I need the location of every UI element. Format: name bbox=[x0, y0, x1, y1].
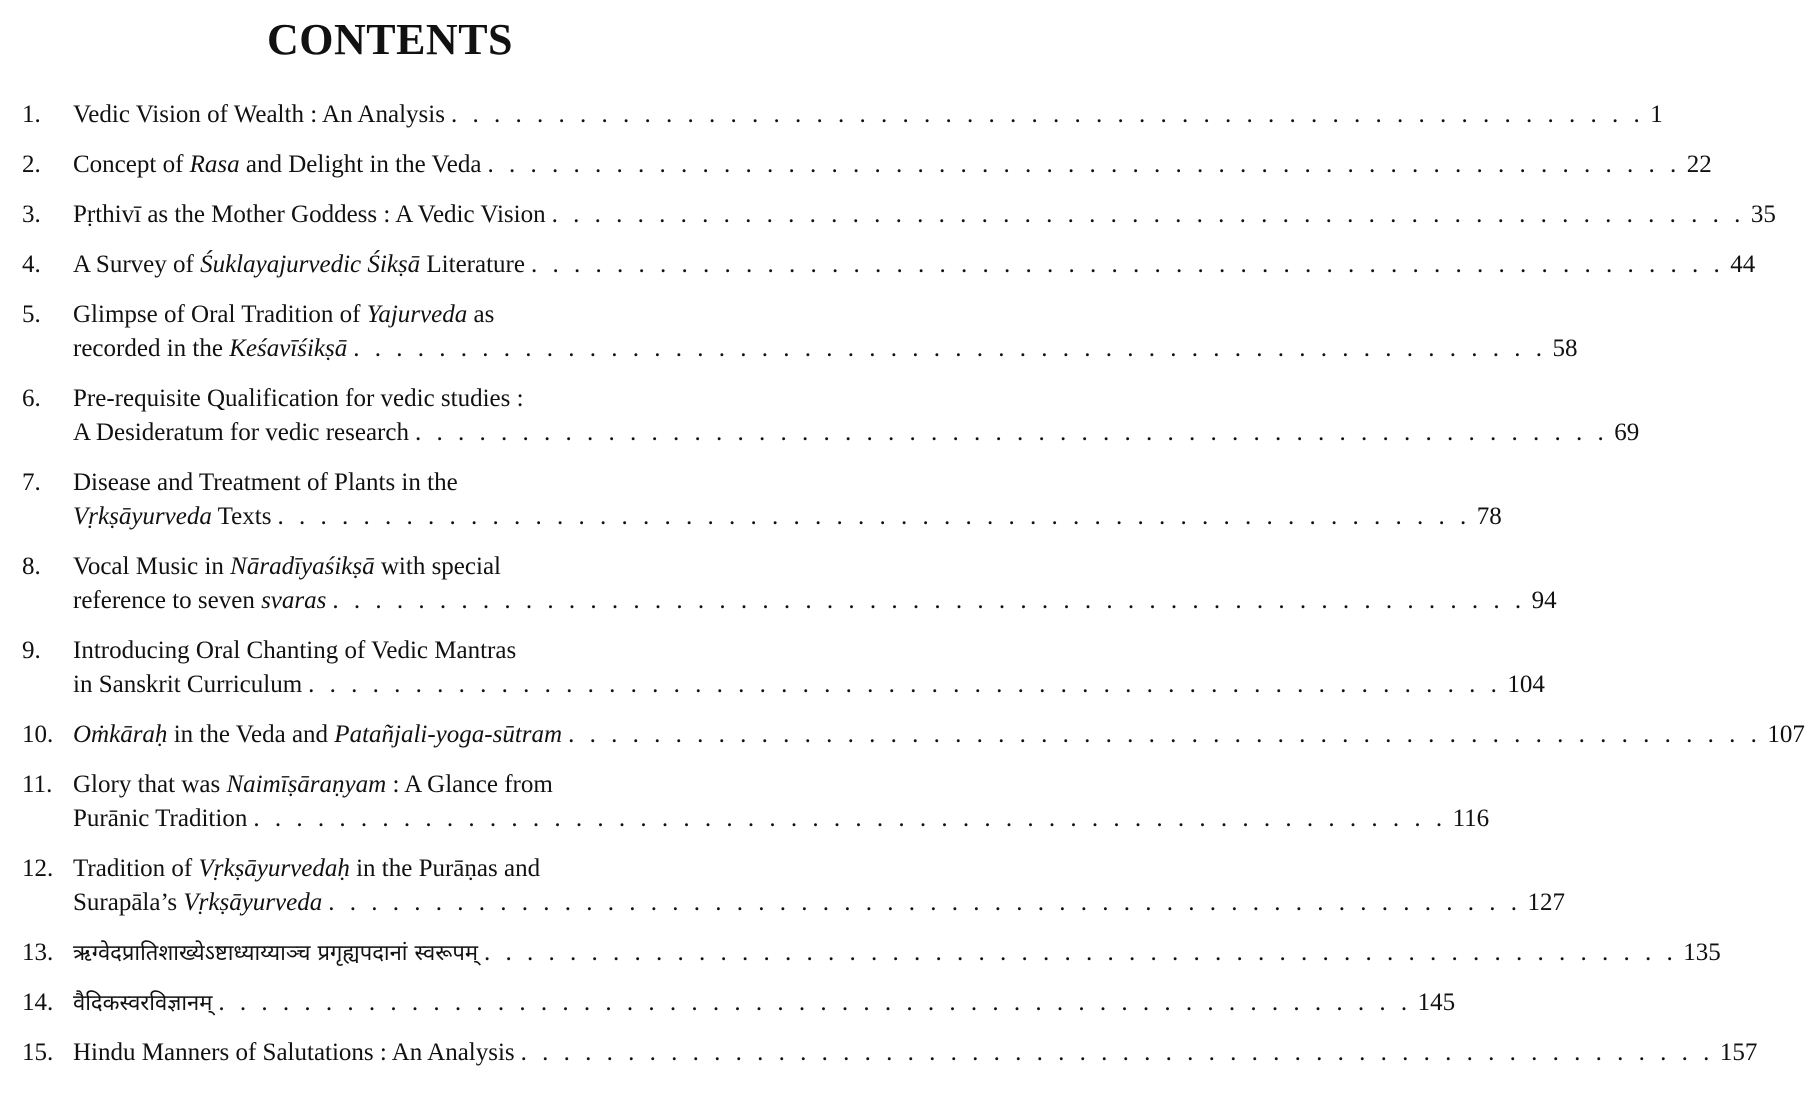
entry-title-line bbox=[73, 550, 743, 584]
entry-title-line bbox=[73, 416, 1640, 450]
entry-number: 10. bbox=[22, 721, 54, 748]
entry-number: 8. bbox=[22, 553, 41, 580]
entry-title-line bbox=[73, 1036, 1758, 1070]
entry-number: 4. bbox=[22, 251, 41, 278]
entry-title-line bbox=[73, 466, 743, 500]
toc-entry bbox=[0, 718, 1805, 752]
dot-leader: . . . . . . . . . . . . . . . . . . . . . . . . . . . . . . . . . . . . . . . . . . . . . . . . . . . . . . . . bbox=[218, 989, 1412, 1016]
entry-title bbox=[73, 936, 478, 970]
title-text: Introducing Oral Chanting of Vedic Mantras bbox=[73, 637, 517, 664]
page-number: 104 bbox=[1507, 671, 1545, 698]
italic-term: Yajurveda bbox=[366, 301, 468, 328]
entry-title bbox=[73, 768, 553, 802]
entry-title bbox=[73, 248, 525, 282]
entry-title-line bbox=[73, 500, 1502, 534]
page-number: 127 bbox=[1527, 889, 1565, 916]
toc-entry bbox=[0, 382, 1640, 450]
page-number: 135 bbox=[1683, 939, 1721, 966]
entry-title-line bbox=[73, 852, 743, 886]
italic-term: svaras bbox=[261, 587, 327, 614]
title-text: A Desideratum for vedic research bbox=[73, 419, 409, 446]
title-text: Vedic Vision of Wealth : An Analysis bbox=[73, 101, 445, 128]
entry-title bbox=[73, 382, 524, 416]
entry-number: 5. bbox=[22, 301, 41, 328]
dot-leader: . . . . . . . . . . . . . . . . . . . . . . . . . . . . . . . . . . . . . . . . . . . . . . . . . . . . . . . . bbox=[487, 151, 1681, 178]
italic-term: Śuklayajurvedic Śikṣā bbox=[200, 251, 421, 278]
title-text: Surapāla’s bbox=[73, 889, 184, 916]
entry-title bbox=[73, 852, 540, 886]
title-text: : A Glance from bbox=[386, 771, 553, 798]
page-number: 22 bbox=[1686, 151, 1712, 178]
title-text: Hindu Manners of Salutations : An Analysis bbox=[73, 1039, 515, 1066]
title-text: Disease and Treatment of Plants in the bbox=[73, 469, 458, 496]
toc-entry bbox=[0, 248, 1756, 282]
entry-number: 1. bbox=[22, 101, 41, 128]
title-text: A Survey of bbox=[73, 251, 201, 278]
entry-number: 3. bbox=[22, 201, 41, 228]
entry-title-line bbox=[73, 148, 1712, 182]
entry-title bbox=[73, 550, 501, 584]
dot-leader: . . . . . . . . . . . . . . . . . . . . . . . . . . . . . . . . . . . . . . . . . . . . . . . . . . . . . . . . bbox=[530, 251, 1725, 278]
dot-leader: . . . . . . . . . . . . . . . . . . . . . . . . . . . . . . . . . . . . . . . . . . . . . . . . . . . . . . . . bbox=[328, 889, 1522, 916]
title-text: Tradition of bbox=[73, 855, 199, 882]
dot-leader: . . . . . . . . . . . . . . . . . . . . . . . . . . . . . . . . . . . . . . . . . . . . . . . . . . . . . . . . bbox=[277, 503, 1471, 530]
entry-title-line bbox=[73, 986, 1456, 1020]
entry-title bbox=[73, 802, 247, 836]
title-text: with special bbox=[374, 553, 501, 580]
entry-title bbox=[73, 332, 347, 366]
entry-title-line bbox=[73, 382, 743, 416]
entry-title-line bbox=[73, 802, 1490, 836]
page-number: 145 bbox=[1417, 989, 1456, 1016]
title-text: Purānic Tradition bbox=[73, 805, 248, 832]
entry-title bbox=[73, 416, 409, 450]
page-number: 69 bbox=[1614, 419, 1640, 446]
dot-leader: . . . . . . . . . . . . . . . . . . . . . . . . . . . . . . . . . . . . . . . . . . . . . . . . . . . . . . . . bbox=[450, 101, 1645, 128]
page-title: CONTENTS bbox=[266, 15, 514, 64]
entry-number: 11. bbox=[22, 771, 53, 798]
title-text: Concept of bbox=[73, 151, 190, 178]
toc-entry bbox=[0, 98, 1663, 132]
entry-number: 2. bbox=[22, 151, 41, 178]
entry-number: 7. bbox=[22, 469, 41, 496]
title-text: as bbox=[467, 301, 495, 328]
entry-title-line bbox=[73, 248, 1756, 282]
dot-leader: . . . . . . . . . . . . . . . . . . . . . . . . . . . . . . . . . . . . . . . . . . . . . . . . . . . . . . . . bbox=[551, 201, 1745, 228]
italic-term: Keśavīśikṣā bbox=[229, 335, 348, 362]
toc-entry bbox=[0, 986, 1456, 1020]
italic-term: Vṛkṣāyurveda bbox=[73, 503, 212, 530]
toc-entry bbox=[0, 936, 1721, 970]
entry-title bbox=[73, 98, 445, 132]
title-text: Pṛthivī as the Mother Goddess : A Vedic Vision bbox=[73, 201, 546, 228]
italic-term: Patañjali-yoga-sūtram bbox=[334, 721, 563, 748]
title-text: Vocal Music in bbox=[73, 553, 231, 580]
entry-number: 12. bbox=[22, 855, 54, 882]
title-text: Pre-requisite Qualification for vedic studies : bbox=[73, 385, 524, 412]
italic-term: Naimīṣāraṇyam bbox=[226, 771, 387, 798]
dot-leader: . . . . . . . . . . . . . . . . . . . . . . . . . . . . . . . . . . . . . . . . . . . . . . . . . . . . . . . . bbox=[484, 939, 1678, 966]
entry-title bbox=[73, 466, 458, 500]
toc-entry bbox=[0, 466, 1502, 534]
entry-title bbox=[73, 986, 212, 1020]
page-number: 94 bbox=[1531, 587, 1557, 614]
title-text: in the Veda and bbox=[167, 721, 335, 748]
entry-number: 13. bbox=[22, 939, 54, 966]
page-number: 1 bbox=[1650, 101, 1663, 128]
page-number: 116 bbox=[1452, 805, 1490, 832]
title-text: वैदिकस्वरविज्ञानम् bbox=[73, 991, 213, 1016]
entry-number: 6. bbox=[22, 385, 41, 412]
dot-leader: . . . . . . . . . . . . . . . . . . . . . . . . . . . . . . . . . . . . . . . . . . . . . . . . . . . . . . . . bbox=[253, 805, 1447, 832]
entry-title-line bbox=[73, 718, 1805, 752]
toc-entry bbox=[0, 1036, 1758, 1070]
italic-term: Vṛkṣāyurvedaḥ bbox=[198, 855, 350, 882]
page-number: 35 bbox=[1750, 201, 1776, 228]
italic-term: Rasa bbox=[189, 151, 240, 178]
page-number: 157 bbox=[1719, 1039, 1758, 1066]
toc-entry bbox=[0, 298, 1578, 366]
dot-leader: . . . . . . . . . . . . . . . . . . . . . . . . . . . . . . . . . . . . . . . . . . . . . . . . . . . . . . . . bbox=[520, 1039, 1714, 1066]
title-text: and Delight in the Veda bbox=[239, 151, 482, 178]
entry-title-line bbox=[73, 936, 1721, 970]
entry-title-line bbox=[73, 668, 1545, 702]
italic-term: Oṁkāraḥ bbox=[73, 721, 168, 748]
entry-number: 15. bbox=[22, 1039, 54, 1066]
entry-title bbox=[73, 500, 271, 534]
entry-title-line bbox=[73, 634, 743, 668]
page-number: 58 bbox=[1552, 335, 1578, 362]
dot-leader: . . . . . . . . . . . . . . . . . . . . . . . . . . . . . . . . . . . . . . . . . . . . . . . . . . . . . . . . bbox=[332, 587, 1526, 614]
toc-entry bbox=[0, 852, 1565, 920]
entry-title bbox=[73, 668, 302, 702]
entry-title bbox=[73, 718, 562, 752]
title-text: Glory that was bbox=[73, 771, 227, 798]
toc-entry bbox=[0, 148, 1712, 182]
toc-entry bbox=[0, 550, 1557, 618]
dot-leader: . . . . . . . . . . . . . . . . . . . . . . . . . . . . . . . . . . . . . . . . . . . . . . . . . . . . . . . . bbox=[414, 419, 1609, 446]
entry-title-line bbox=[73, 198, 1776, 232]
entry-title-line bbox=[73, 98, 1663, 132]
title-text: ऋग्वेदप्रातिशाख्येऽष्टाध्याय्याञ्च प्रगृह्यपदानां स्वरूपम् bbox=[73, 941, 479, 966]
toc-entry bbox=[0, 198, 1776, 232]
entry-title bbox=[73, 1036, 515, 1070]
entry-number: 9. bbox=[22, 637, 41, 664]
contents-list bbox=[0, 98, 1805, 1086]
entry-number: 14. bbox=[22, 989, 54, 1016]
page-number: 107 bbox=[1767, 721, 1805, 748]
dot-leader: . . . . . . . . . . . . . . . . . . . . . . . . . . . . . . . . . . . . . . . . . . . . . . . . . . . . . . . . bbox=[353, 335, 1547, 362]
title-text: Glimpse of Oral Tradition of bbox=[73, 301, 367, 328]
page-number: 78 bbox=[1476, 503, 1502, 530]
title-text: Literature bbox=[420, 251, 525, 278]
entry-title-line bbox=[73, 584, 1557, 618]
entry-title-line bbox=[73, 298, 743, 332]
entry-title bbox=[73, 198, 546, 232]
title-text: Texts bbox=[211, 503, 272, 530]
italic-term: Vṛkṣāyurveda bbox=[183, 889, 323, 916]
entry-title bbox=[73, 886, 322, 920]
toc-entry bbox=[0, 634, 1545, 702]
title-text: in the Purāṇas and bbox=[349, 855, 541, 882]
entry-title bbox=[73, 634, 516, 668]
entry-title-line bbox=[73, 332, 1578, 366]
entry-title-line bbox=[73, 768, 743, 802]
title-text: recorded in the bbox=[73, 335, 230, 362]
toc-entry bbox=[0, 768, 1490, 836]
title-text: reference to seven bbox=[73, 587, 262, 614]
dot-leader: . . . . . . . . . . . . . . . . . . . . . . . . . . . . . . . . . . . . . . . . . . . . . . . . . . . . . . . . bbox=[568, 721, 1762, 748]
title-text: in Sanskrit Curriculum bbox=[73, 671, 303, 698]
entry-title bbox=[73, 584, 326, 618]
entry-title-line bbox=[73, 886, 1565, 920]
page-number: 44 bbox=[1730, 251, 1756, 278]
dot-leader: . . . . . . . . . . . . . . . . . . . . . . . . . . . . . . . . . . . . . . . . . . . . . . . . . . . . . . . . bbox=[308, 671, 1502, 698]
italic-term: Nāradīyaśikṣā bbox=[230, 553, 375, 580]
entry-title bbox=[73, 298, 494, 332]
entry-title bbox=[73, 148, 482, 182]
